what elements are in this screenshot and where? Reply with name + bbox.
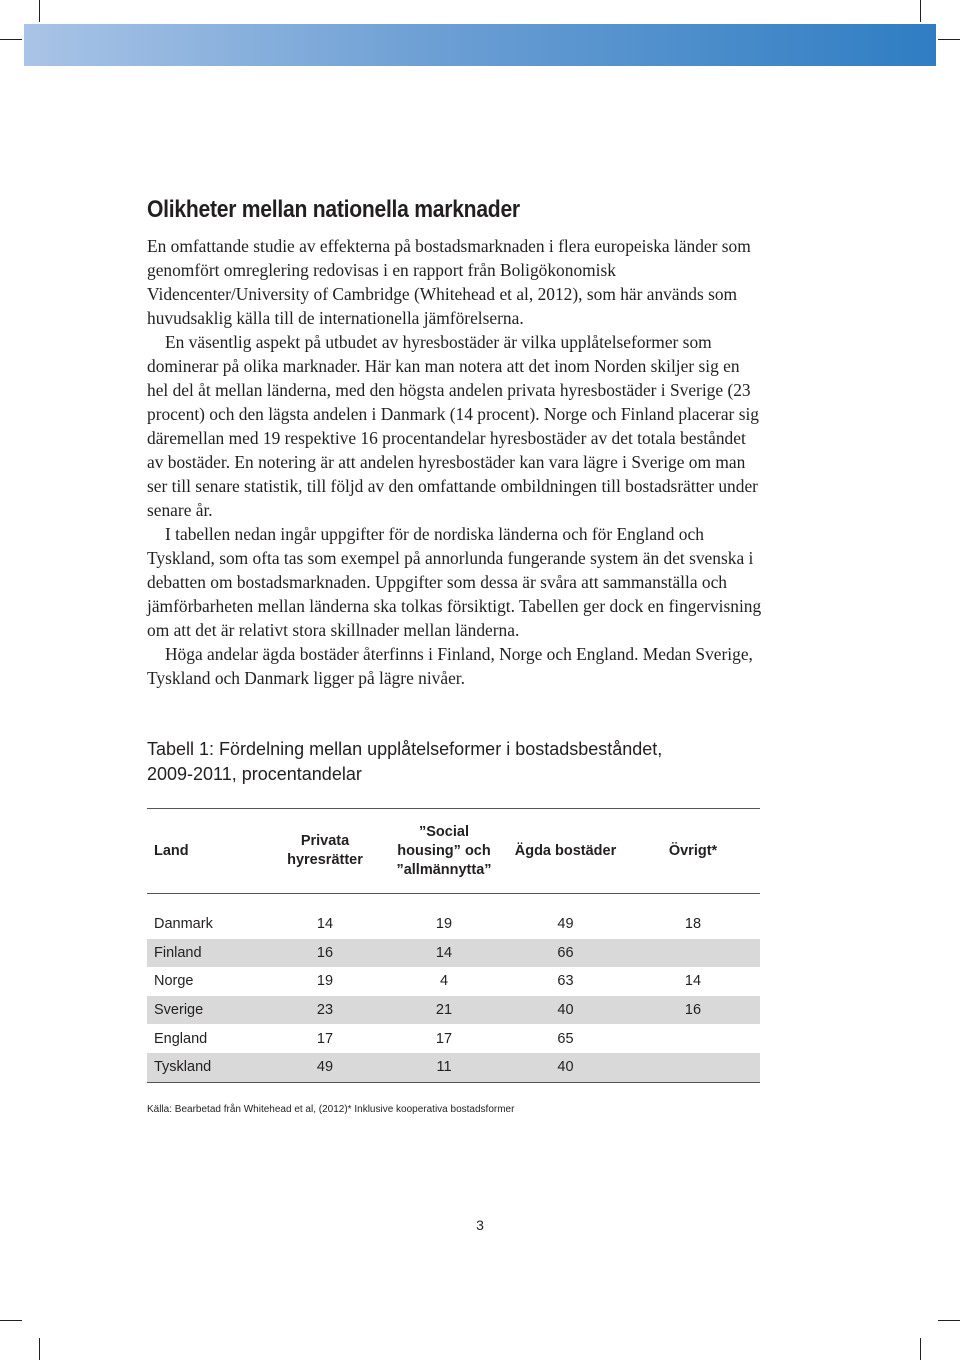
table-row: Norge 19 4 63 14 [154, 973, 702, 990]
table-row: Sverige 23 21 40 16 [147, 996, 760, 1025]
table-row: Tyskland 49 11 40 [147, 1053, 760, 1082]
crop-mark [0, 1320, 22, 1321]
table-row: Danmark 14 19 49 18 [154, 916, 702, 933]
crop-mark [39, 0, 40, 22]
paragraph: En väsentlig aspekt på utbudet av hyresbostäder är vilka upplåtelseformer som dominerar på olika marknader. Här kan man notera att det inom Norden skiljer sig en hel del åt mellan länderna, med den högsta andelen privata hyresbostäder i Sverige (23 procent) och den lägsta andelen i Danmark (14 procent). Norge och Finland placerar sig däremellan med 19 respektive 16 procentandelar hyresbostäder av det totala beståndet av bostäder. En notering är att andelen hyresbostäder kan vara lägre i Sverige om man ser till senare statistik, till följd av den omfattande ombildningen till bostadsrätter under senare år. [147, 332, 759, 520]
body-text [147, 234, 762, 690]
crop-mark [0, 39, 22, 40]
header-privata: Privata hyresrätter [287, 833, 363, 868]
table-row: Finland 16 14 66 [147, 939, 760, 968]
table-caption-line: Tabell 1: Fördelning mellan upplåtelseformer i bostadsbeståndet, [147, 739, 663, 759]
header-ovrigt: Övrigt* [668, 842, 718, 859]
paragraph: I tabellen nedan ingår uppgifter för de nordiska länderna och för England och Tyskland, som ofta tas som exempel på annorlunda fungerande system än det svenska i debatten om bostadsmarknaden. Uppgifter som dessa är svåra att sammanställa och jämförbarheten mellan länderna ska tolkas försiktigt. Tabellen ger dock en fingervisning om att det är relativt stora skillnader mellan länderna. [147, 524, 762, 640]
paragraph: Höga andelar ägda bostäder återfinns i Finland, Norge och England. Medan Sverige, Tyskland och Danmark ligger på lägre nivåer. [147, 644, 753, 688]
table-row: England 17 17 65 [154, 1030, 574, 1047]
header-agda: Ägda bostäder [514, 842, 617, 859]
page-number: 3 [476, 1217, 484, 1233]
header-land: Land [154, 842, 189, 859]
table-caption [147, 737, 767, 787]
crop-mark [938, 39, 960, 40]
tenure-table [147, 808, 760, 1083]
crop-mark [920, 0, 921, 22]
table-caption-line: 2009-2011, procentandelar [147, 764, 362, 784]
paragraph: En omfattande studie av effekterna på bostadsmarknaden i flera europeiska länder som genomfört omreglering redovisas i en rapport från Boligökonomisk Videncenter/University of Cambridge (Whitehead et al, 2012), som här används som huvudsaklig källa till de internationella jämförelserna. [147, 236, 751, 328]
table-source-note: Källa: Bearbetad från Whitehead et al, (2012)* Inklusive kooperativa bostadsformer [147, 1104, 515, 1115]
table-spacer [147, 894, 760, 910]
table-bottom-rule [147, 1082, 760, 1083]
table-header-row [147, 809, 760, 893]
section-heading: Olikheter mellan nationella marknader [147, 196, 520, 223]
header-social: ”Social housing” och ”allmännytta” [396, 823, 492, 878]
header-banner [24, 24, 936, 66]
crop-mark [920, 1338, 921, 1360]
crop-mark [39, 1338, 40, 1360]
crop-mark [938, 1320, 960, 1321]
